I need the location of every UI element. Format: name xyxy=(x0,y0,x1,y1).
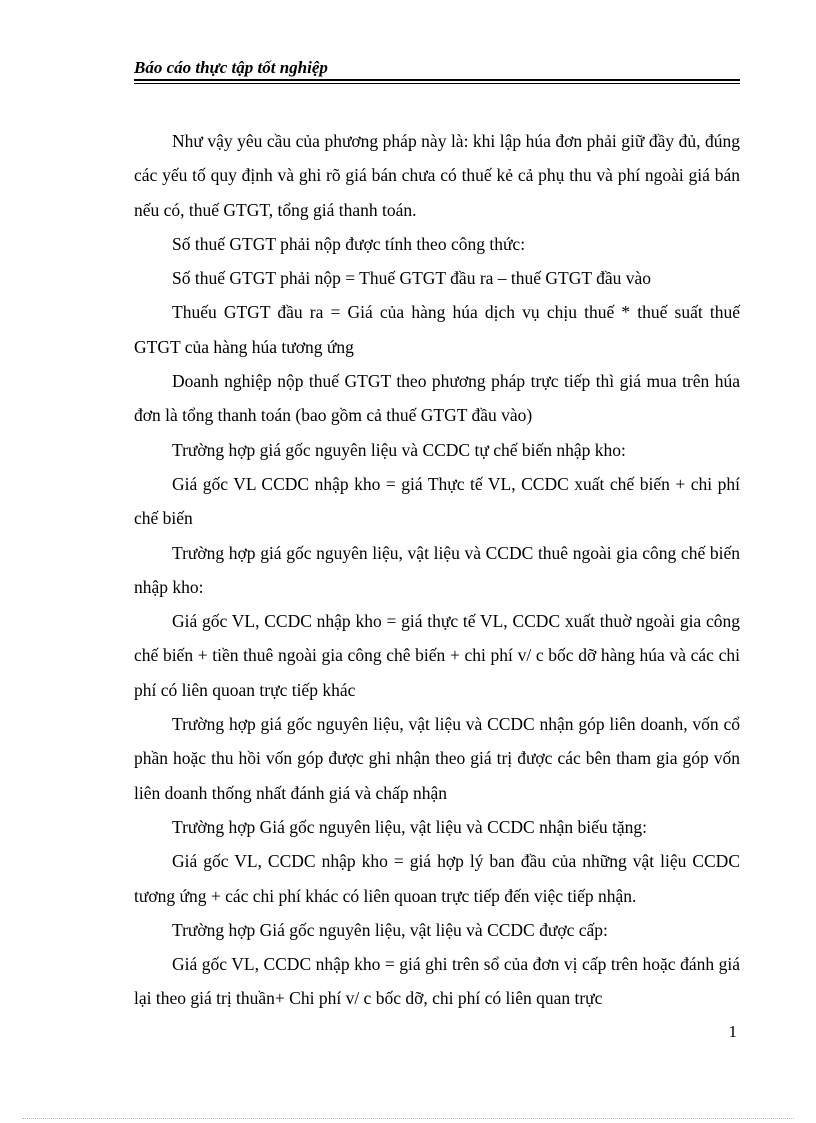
formula-line: Giá gốc VL CCDC nhập kho = giá Thực tế VL, CCDC xuất chế biến + chi phí chế biến xyxy=(134,473,740,529)
formula-line: Số thuế GTGT phải nộp = Thuế GTGT đầu ra – thuế GTGT đầu vào xyxy=(172,268,652,289)
paragraph: Doanh nghiệp nộp thuế GTGT theo phương pháp trực tiếp thì giá mua trên húa đơn là tổng thanh toán (bao gồm cả thuế GTGT đầu vào) xyxy=(134,371,740,426)
page-number: 1 xyxy=(728,1022,737,1041)
header-rule-thick xyxy=(134,79,740,81)
case-heading: Trường hợp Giá gốc nguyên liệu, vật liệu và CCDC nhận biếu tặng: xyxy=(172,816,647,837)
formula-line: Giá gốc VL, CCDC nhập kho = giá ghi trên sổ của đơn vị cấp trên hoặc đánh giá lại theo giá trị thuần+ Chi phí v/ c bốc dỡ, chi phí có liên quan trực xyxy=(134,954,740,1009)
page-bottom-divider xyxy=(22,1118,794,1119)
document-body xyxy=(134,124,740,1016)
formula-line: Thuếu GTGT đầu ra = Giá của hàng húa dịch vụ chịu thuế * thuế suất thuế GTGT của hàng húa tương ứng xyxy=(134,302,740,357)
paragraph: Như vậy yêu cầu của phương pháp này là: khi lập húa đơn phải giữ đầy đủ, đúng các yếu tố quy định và ghi rõ giá bán chưa có thuế kẻ cả phụ thu và phí ngoài giá bán nếu có, thuế GTGT, tổng giá thanh toán. xyxy=(134,131,740,220)
header-rule-thin xyxy=(134,83,740,84)
formula-line: Giá gốc VL, CCDC nhập kho = giá hợp lý ban đầu của những vật liệu CCDC tương ứng + các chi phí khác có liên quoan trực tiếp đến việc tiếp nhận. xyxy=(134,851,740,906)
case-heading: Trường hợp Giá gốc nguyên liệu, vật liệu và CCDC được cấp: xyxy=(172,919,608,940)
formula-line: Giá gốc VL, CCDC nhập kho = giá thực tế VL, CCDC xuất thuờ ngoài gia công chế biến + tiền thuê ngoài gia công chê biến + chi phí v/ c bốc dỡ hàng húa và các chi phí có liên quoan trực tiếp khác xyxy=(134,611,740,700)
case-heading: Trường hợp giá gốc nguyên liệu, vật liệu và CCDC nhận góp liên doanh, vốn cổ phần hoặc thu hồi vốn góp được ghi nhận theo giá trị được các bên tham gia góp vốn liên doanh thống nhất đánh giá và chấp nhận xyxy=(134,714,740,803)
page-header-title: Báo cáo thực tập tốt nghiệp xyxy=(134,58,328,77)
paragraph: Số thuế GTGT phải nộp được tính theo công thức: xyxy=(172,233,526,254)
case-heading: Trường hợp giá gốc nguyên liệu, vật liệu và CCDC thuê ngoài gia công chế biến nhập kho: xyxy=(134,542,740,597)
case-heading: Trường hợp giá gốc nguyên liệu và CCDC tự chế biến nhập kho: xyxy=(172,439,626,460)
